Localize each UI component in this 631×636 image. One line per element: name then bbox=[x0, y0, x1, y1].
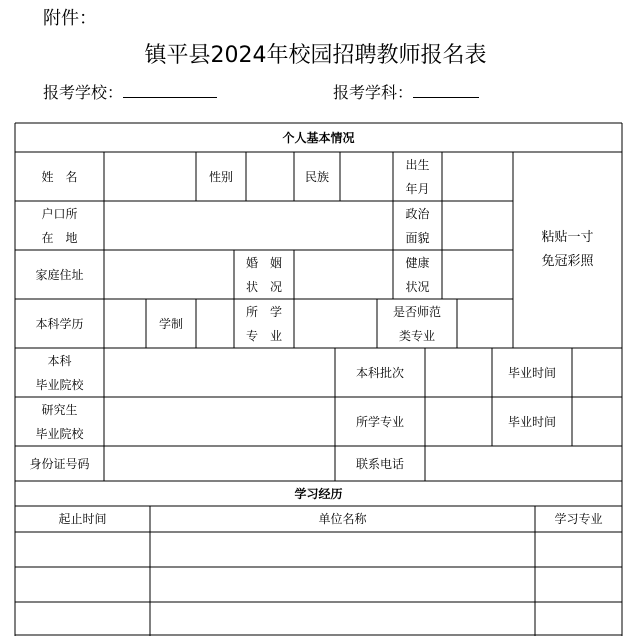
study-section-header: 学习经历 bbox=[294, 486, 343, 501]
school-label: 报考学校： bbox=[43, 83, 124, 102]
normal-major-input[interactable] bbox=[457, 299, 513, 348]
schooling-label: 学制 bbox=[158, 316, 183, 331]
study-col-major: 学习专业 bbox=[554, 512, 603, 526]
undergrad-edu-input[interactable] bbox=[104, 299, 146, 348]
grad-time-label: 毕业时间 bbox=[507, 365, 556, 380]
study-row-3-institution[interactable] bbox=[150, 602, 535, 635]
study-row-2-major[interactable] bbox=[535, 567, 622, 602]
ethnicity-input[interactable] bbox=[340, 152, 393, 201]
study-col-period: 起止时间 bbox=[58, 512, 107, 526]
major-input[interactable] bbox=[294, 299, 377, 348]
name-input[interactable] bbox=[104, 152, 196, 201]
study-row-1-period[interactable] bbox=[15, 532, 150, 567]
study-row-2-institution[interactable] bbox=[150, 567, 535, 602]
address-label: 家庭住址 bbox=[35, 267, 84, 282]
subject-label: 报考学科： bbox=[333, 83, 414, 102]
batch-label: 本科批次 bbox=[355, 365, 404, 380]
undergrad-school-label: 本科 毕业院校 bbox=[35, 353, 84, 392]
postgrad-school-input[interactable] bbox=[104, 397, 335, 446]
marital-label: 婚 姻 状 况 bbox=[245, 255, 282, 294]
birth-label: 出生 年月 bbox=[405, 157, 430, 196]
batch-input[interactable] bbox=[425, 348, 492, 397]
health-label: 健康 状况 bbox=[405, 255, 430, 294]
attachment-label: 附件： bbox=[43, 8, 97, 29]
form-title: 镇平县2024年校园招聘教师报名表 bbox=[144, 43, 487, 68]
phone-input[interactable] bbox=[425, 446, 622, 481]
study-row-1-major[interactable] bbox=[535, 532, 622, 567]
political-label: 政治 面貌 bbox=[405, 206, 430, 245]
normal-major-label: 是否师范 类专业 bbox=[392, 304, 441, 343]
address-input[interactable] bbox=[104, 250, 234, 299]
grad-time-input[interactable] bbox=[572, 348, 622, 397]
id-number-input[interactable] bbox=[104, 446, 335, 481]
ethnicity-label: 民族 bbox=[304, 169, 329, 184]
health-input[interactable] bbox=[442, 250, 513, 299]
schooling-input[interactable] bbox=[196, 299, 234, 348]
study-col-institution: 单位名称 bbox=[318, 512, 367, 526]
postgrad-major-label: 所学专业 bbox=[355, 414, 404, 429]
study-row-3-major[interactable] bbox=[535, 602, 622, 635]
undergrad-edu-label: 本科学历 bbox=[35, 316, 84, 331]
study-row-3-period[interactable] bbox=[15, 602, 150, 635]
marital-input[interactable] bbox=[294, 250, 393, 299]
id-number-label: 身份证号码 bbox=[29, 456, 90, 471]
gender-input[interactable] bbox=[246, 152, 294, 201]
hukou-label: 户口所 在 地 bbox=[41, 206, 78, 245]
postgrad-grad-time-label: 毕业时间 bbox=[507, 414, 556, 429]
gender-label: 性别 bbox=[208, 169, 233, 184]
major-label: 所 学 专 业 bbox=[245, 304, 282, 343]
postgrad-major-input[interactable] bbox=[425, 397, 492, 446]
hukou-input[interactable] bbox=[104, 201, 393, 250]
study-row-1-institution[interactable] bbox=[150, 532, 535, 567]
personal-section-header: 个人基本情况 bbox=[282, 130, 355, 145]
name-label: 姓 名 bbox=[41, 169, 78, 184]
photo-placeholder[interactable]: 粘贴一寸 免冠彩照 bbox=[541, 230, 594, 269]
undergrad-school-input[interactable] bbox=[104, 348, 335, 397]
postgrad-school-label: 研究生 毕业院校 bbox=[35, 402, 84, 441]
political-input[interactable] bbox=[442, 201, 513, 250]
birth-input[interactable] bbox=[442, 152, 513, 201]
postgrad-grad-time-input[interactable] bbox=[572, 397, 622, 446]
study-row-2-period[interactable] bbox=[15, 567, 150, 602]
phone-label: 联系电话 bbox=[355, 456, 404, 471]
